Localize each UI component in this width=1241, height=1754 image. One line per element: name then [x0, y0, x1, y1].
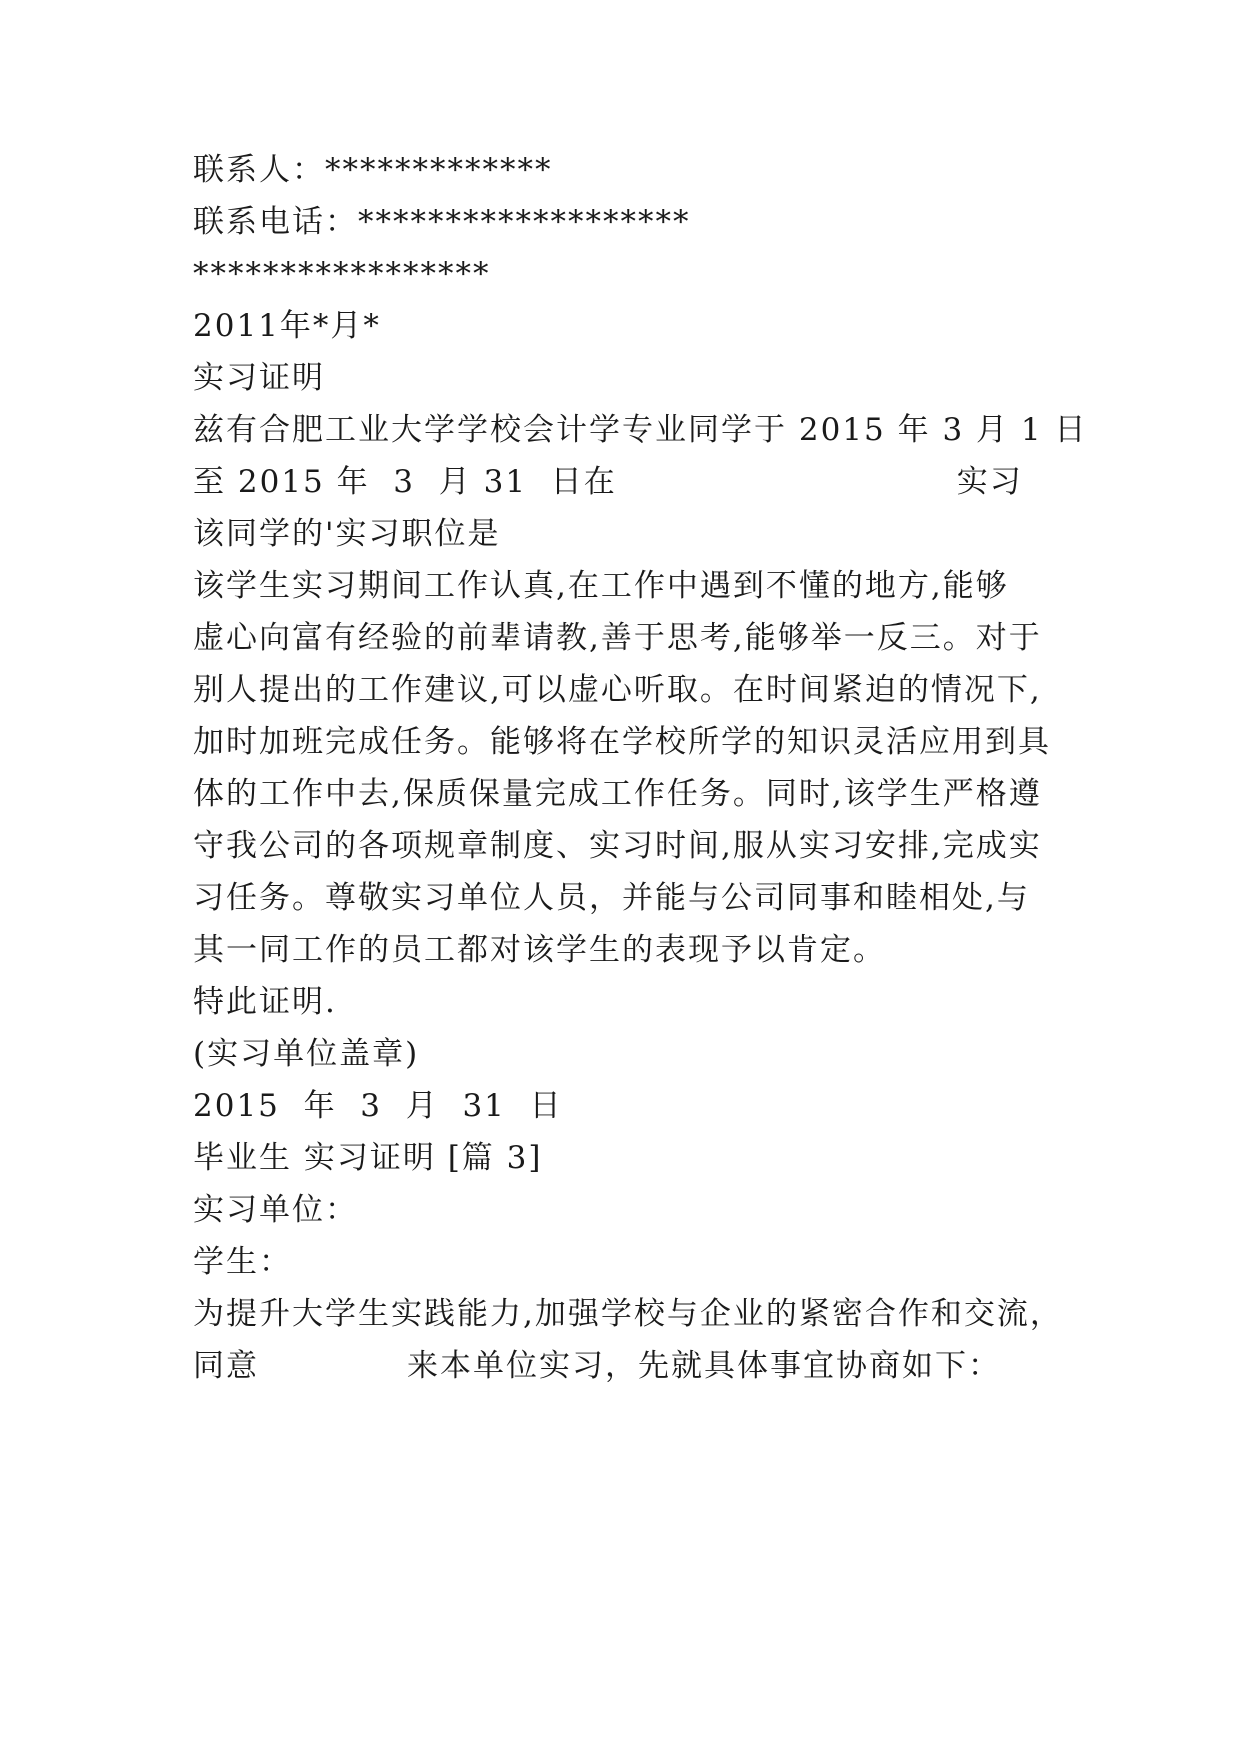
signature-date-line: 2015 年 3 月 31 日 — [193, 1088, 563, 1124]
agree-text: 同意 — [193, 1348, 259, 1384]
body-line: 习任务。尊敬实习单位人员，并能与公司同事和睦相处,与 — [193, 880, 1030, 916]
contact-phone-line: 联系电话：******************* — [193, 204, 691, 240]
body-line: 为提升大学生实践能力,加强学校与企业的紧密合作和交流， — [193, 1296, 1063, 1332]
body-line — [193, 1346, 1001, 1386]
contact-person-line: 联系人：************* — [193, 152, 553, 188]
internship-text: 实习 — [956, 464, 1023, 500]
body-line: 别人提出的工作建议,可以虚心听取。在时间紧迫的情况下, — [193, 672, 1042, 708]
body-line: 守我公司的各项规章制度、实习时间,服从实习安排,完成实 — [193, 828, 1042, 864]
body-line: 虚心向富有经验的前辈请教,善于思考,能够举一反三。对于 — [193, 620, 1042, 656]
body-line: 该同学的'实习职位是 — [193, 516, 501, 552]
body-line — [193, 462, 1023, 502]
body-line: 其一同工作的员工都对该学生的表现予以肯定。 — [193, 932, 886, 968]
section-title: 实习证明 — [193, 360, 325, 396]
certify-line: 特此证明. — [193, 984, 337, 1020]
date-line: 2011年*月* — [193, 308, 381, 344]
student-label: 学生： — [193, 1244, 292, 1280]
agreement-text: 来本单位实习，先就具体事宜协商如下： — [407, 1348, 1001, 1384]
body-line: 兹有合肥工业大学学校会计学专业同学于 2015 年 3 月 1 日 — [193, 412, 1088, 448]
unit-label: 实习单位： — [193, 1192, 358, 1228]
section-heading: 毕业生 实习证明 [篇 3] — [193, 1140, 543, 1176]
body-line: 该学生实习期间工作认真,在工作中遇到不懂的地方,能够 — [193, 568, 1009, 604]
period-text: 至 2015 年 3 月 31 日在 — [193, 464, 617, 500]
stamp-line: (实习单位盖章) — [193, 1036, 420, 1072]
body-line: 加时加班完成任务。能够将在学校所学的知识灵活应用到具 — [193, 724, 1051, 760]
masked-line: ***************** — [193, 256, 491, 292]
body-line: 体的工作中去,保质保量完成工作任务。同时,该学生严格遵 — [193, 776, 1042, 812]
